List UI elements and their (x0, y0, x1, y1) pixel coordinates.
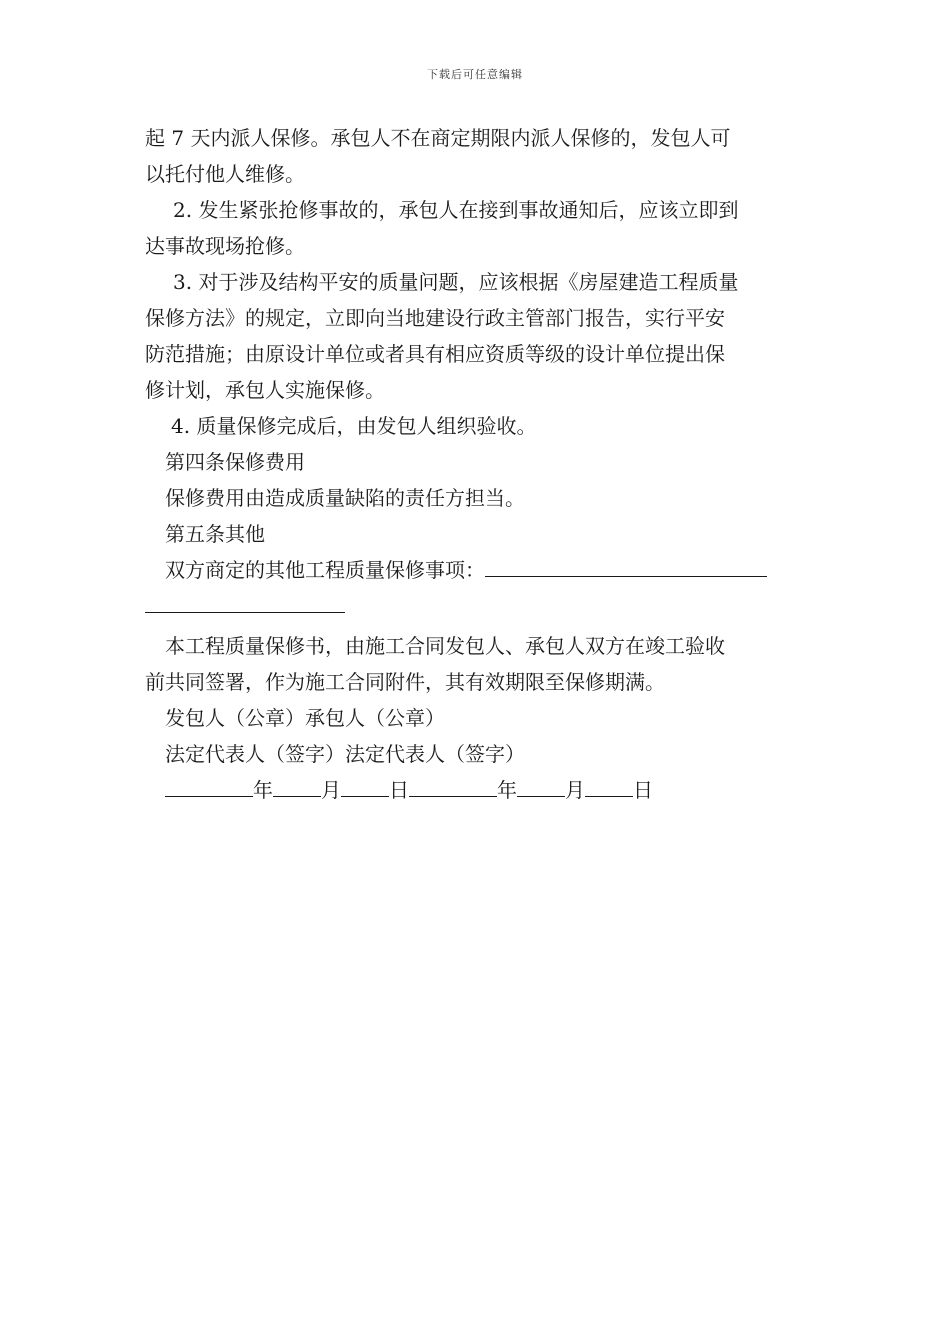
signature-line: 法定代表人（签字）法定代表人（签字） (165, 742, 525, 766)
blank-underline-1 (485, 554, 767, 577)
paragraph-3-line-4: 修计划，承包人实施保修。 (145, 378, 385, 402)
date-year-blank-2 (409, 774, 497, 797)
date-line (145, 772, 810, 808)
date-year-label-2: 年 (497, 778, 517, 802)
paragraph-1-line-2: 以托付他人维修。 (145, 162, 305, 186)
article-5-title: 第五条其他 (165, 522, 265, 546)
seal-line: 发包人（公章）承包人（公章） (165, 706, 445, 730)
date-day-label-2: 日 (633, 778, 653, 802)
date-month-blank-2 (517, 774, 565, 797)
date-day-blank-1 (341, 774, 389, 797)
paragraph-1-line-1: 起 7 天内派人保修。承包人不在商定期限内派人保修的，发包人可 (145, 126, 731, 150)
article-5-body-line (145, 552, 810, 588)
date-month-label-1: 月 (321, 778, 341, 802)
paragraph-2-line-2: 达事故现场抢修。 (145, 234, 305, 258)
page-header: 下载后可任意编辑 (427, 68, 523, 81)
document-body (145, 120, 810, 808)
date-year-blank-1 (165, 774, 253, 797)
date-month-blank-1 (273, 774, 321, 797)
article-5-blank-line (145, 588, 810, 624)
paragraph-3-line-3: 防范措施；由原设计单位或者具有相应资质等级的设计单位提出保 (145, 342, 725, 366)
date-year-label-1: 年 (253, 778, 273, 802)
article-4-body: 保修费用由造成质量缺陷的责任方担当。 (165, 486, 525, 510)
closing-line-1: 本工程质量保修书，由施工合同发包人、承包人双方在竣工验收 (165, 634, 725, 658)
date-day-label-1: 日 (389, 778, 409, 802)
article-5-body: 双方商定的其他工程质量保修事项： (165, 558, 485, 582)
blank-underline-2 (145, 590, 345, 613)
paragraph-2-line-1: 2. 发生紧张抢修事故的，承包人在接到事故通知后，应该立即到 (173, 198, 739, 222)
closing-line-2: 前共同签署，作为施工合同附件，其有效期限至保修期满。 (145, 670, 665, 694)
paragraph-4: 4. 质量保修完成后，由发包人组织验收。 (171, 414, 537, 438)
article-4-title: 第四条保修费用 (165, 450, 305, 474)
paragraph-3-line-2: 保修方法》的规定，立即向当地建设行政主管部门报告，实行平安 (145, 306, 725, 330)
date-day-blank-2 (585, 774, 633, 797)
date-month-label-2: 月 (565, 778, 585, 802)
paragraph-3-line-1: 3. 对于涉及结构平安的质量问题，应该根据《房屋建造工程质量 (173, 270, 739, 294)
